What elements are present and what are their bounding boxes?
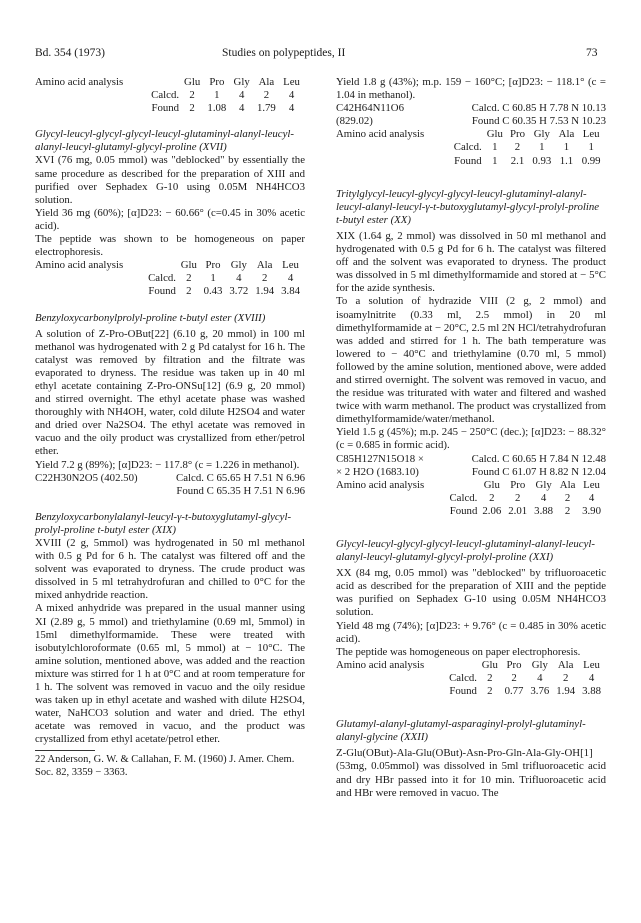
residue-value: 4 — [238, 89, 245, 102]
residue-value: 2.06 — [482, 504, 502, 517]
table-row — [35, 89, 305, 102]
spacer-cell — [444, 479, 481, 492]
residue-header: Leu — [282, 259, 299, 272]
residue-value: 2 — [562, 671, 569, 684]
residue-header: Glu — [483, 478, 500, 491]
residue-value: 1 — [210, 272, 216, 285]
residue-value: 1.08 — [207, 102, 227, 115]
procedure-text: A solution of Z-Pro-OBut[22] (6.10 g, 20 mmol) in 100 ml methanol was hydrogenated with 2 g Pd catalyst for 16 h. The catalyst was removed by filtration and the filtrate was evaporated to dryness. The residue was taken up in 40 ml ethyl acetate containing Z-Pro-ONSu[12] (6.9 g, 20 mmol) and stirred overnight. The ethyl acetate phase was washed thoroughly with NH4OH, water, cold dilute H2SO4 and water and dried over Na2SO4. The ethyl acetate was removed in vacuo and the oily product was crystallized from ether/petrol ether. — [35, 327, 305, 458]
residue-header: Ala — [256, 259, 273, 272]
residue-value: 2 — [189, 102, 195, 115]
header-volume: Bd. 354 (1973) — [35, 47, 105, 59]
residue-value: 4 — [236, 272, 242, 285]
footnote-rule — [35, 750, 95, 751]
residue-value: 4 — [588, 671, 595, 684]
residue-header: Leu — [283, 76, 300, 88]
residue-value: 2.01 — [508, 504, 528, 517]
procedure-text: XIX (1.64 g, 2 mmol) was dissolved in 50 ml methanol and hydrogenated with 0.5 g Pd for 6 h. The catalyst was filtered off and the solvent was evaporated to dryness. The product was dissolved in 5 ml dimethylformamide and stored at − 5°C for the azide synthesis. — [336, 229, 606, 295]
residue-value: 3.90 — [582, 504, 601, 517]
residue-value: 2 — [263, 89, 270, 102]
residue-header: Gly — [233, 76, 250, 88]
spacer-cell — [336, 492, 444, 505]
residue-value: 4 — [288, 102, 295, 115]
yield-text: Yield 7.2 g (89%); [α]D23: − 117.8° (c = 1.226 in methanol). — [35, 458, 300, 471]
procedure-text: Z-Glu(OBut)-Ala-Glu(OBut)-Asn-Pro-Gln-Ala-Gly-OH[1] (53mg, 0.05mmol) was dissolved in 5ml trifluoroacetic acid and dry HBr passed into it for 10 min. Trifluoroacetic acid and HBr were removed in vacuo. The — [336, 747, 606, 799]
analysis-caption: Amino acid analysis — [35, 76, 124, 88]
residue-value: 4 — [588, 491, 595, 504]
table-row — [336, 155, 606, 168]
residue-header: Pro — [510, 478, 526, 491]
table-row — [35, 272, 305, 285]
residue-value: 1.94 — [255, 285, 275, 298]
row-label: Calcd. — [449, 491, 478, 504]
amino-acid-grid — [336, 128, 606, 167]
residue-header: Ala — [558, 128, 575, 141]
residue-value: 2 — [515, 491, 521, 504]
table-row — [336, 505, 606, 518]
spacer-cell — [444, 659, 480, 672]
residue-header: Ala — [559, 478, 576, 491]
row-label: Found — [148, 285, 176, 298]
residue-header: Leu — [583, 658, 600, 671]
calcd-values: Calcd. C 60.65 H 7.84 N 12.48 — [471, 452, 606, 465]
residue-value: 1 — [492, 141, 498, 154]
residue-value: 2 — [186, 285, 192, 298]
spacer-cell — [336, 505, 444, 518]
molecular-formula: C85H127N15O18 × — [336, 452, 424, 465]
residue-value: 1 — [539, 141, 545, 154]
compound-title-xxi: Glycyl-leucyl-glycyl-glycyl-leucyl-glutaminyl-alanyl-leucyl-alanyl-leucyl-glutamyl-glycyl-prolyl-proline (XXI) — [336, 538, 595, 564]
residue-value: 2.1 — [510, 154, 525, 167]
procedure-text: XX (84 mg, 0.05 mmol) was "deblocked" by trifluoroacetic acid as described for the preparation of XIII and the peptide was purified on Sephadex G-10 using 0.05M NH4HCO3 solution. — [336, 567, 606, 619]
residue-header: Leu — [583, 478, 600, 491]
amino-acid-table — [336, 659, 606, 698]
residue-value: 2 — [564, 504, 571, 517]
row-label: Calcd. — [151, 89, 180, 102]
residue-value: 2 — [487, 671, 493, 684]
header-page-number: 73 — [586, 47, 598, 59]
spacer-cell — [143, 259, 179, 272]
residue-header: Gly — [533, 128, 550, 141]
table-row — [35, 102, 305, 115]
found-values: Found C 65.35 H 7.51 N 6.96 — [176, 484, 305, 497]
calcd-values: Calcd. C 60.85 H 7.78 N 10.13 — [471, 102, 606, 115]
residue-value: 2 — [489, 491, 495, 504]
amino-acid-table — [35, 76, 305, 115]
residue-header: Ala — [258, 76, 275, 88]
residue-value: 3.76 — [530, 685, 550, 698]
compound-title-xviii: Benzyloxycarbonylprolyl-proline t-butyl ester (XVIII) — [35, 311, 266, 324]
spacer-cell — [145, 76, 182, 89]
row-label: Found — [449, 504, 478, 517]
spacer-cell — [336, 672, 444, 685]
elemental-analysis — [35, 472, 305, 498]
molecular-weight: (829.02) — [336, 115, 373, 128]
procedure-text: A mixed anhydride was prepared in the usual manner using XI (2.89 g, 5 mmol) and triethylamine (0.69 ml, 5mmol) in 15ml dimethylformamide. These were treated with isobutylchloroformate (0.65 ml, 5 mmol) at − 10°C. The amine solution, mentioned above, was added and the reaction mixture was stirred for 1 h at 0°C and at room temperature for 1 h. The solvent was removed in vacuo and the oily residue was taken up in ethyl acetate and washed with dilute H2SO4, water, NaHCO3 solution and water and dried. The ethyl acetate was removed in vacuo, and the product was crystallized from ethyl acetate/petrol ether. — [35, 602, 305, 746]
homogeneity-note: The peptide was shown to be homogeneous on paper electrophoresis. — [35, 233, 305, 259]
yield-text: Yield 1.5 g (45%); m.p. 245 − 250°C (dec.); [α]D23: − 88.32° (c = 0.685 in formic acid). — [336, 426, 606, 452]
spacer-cell — [35, 272, 143, 285]
residue-value: 1 — [492, 154, 498, 167]
residue-value: 2 — [514, 141, 521, 154]
residue-value: 1.1 — [559, 154, 574, 167]
residue-value: 0.99 — [581, 154, 601, 167]
table-row — [336, 492, 606, 505]
residue-value: 4 — [287, 272, 294, 285]
left-column — [35, 76, 305, 779]
row-label: Calcd. — [148, 272, 176, 285]
compound-title-xx: Tritylglycyl-leucyl-glycyl-glycyl-leucyl-glutaminyl-alanyl-leucyl-alanyl-leucyl-γ-t-butoxyglutamyl-glycyl-prolyl-proline t-butyl ester (XX) — [336, 187, 600, 226]
found-values: Found C 61.07 H 8.82 N 12.04 — [471, 465, 606, 478]
residue-header: Glu — [184, 76, 201, 88]
calcd-values: Calcd. C 65.65 H 7.51 N 6.96 — [176, 471, 305, 484]
residue-header: Pro — [510, 128, 525, 141]
right-column — [336, 76, 606, 800]
homogeneity-note: The peptide was homogeneous on paper electrophoresis. — [336, 645, 581, 658]
spacer-cell — [35, 102, 145, 115]
residue-value: 3.88 — [582, 685, 601, 698]
spacer-cell — [35, 89, 145, 102]
residue-header: Glu — [481, 658, 498, 671]
compound-title-xxii: Glutamyl-alanyl-glutamyl-asparaginyl-prolyl-glutaminyl-alanyl-glycine (XXII) — [336, 718, 586, 744]
residue-value: 3.88 — [534, 504, 554, 517]
procedure-text: XVI (76 mg, 0.05 mmol) was "deblocked" by essentially the same procedure as described for the preparation of XIII and purified over Sephadex G-10 using 0.05M NH4HCO3 solution. — [35, 154, 305, 206]
analysis-caption: Amino acid analysis — [35, 259, 124, 272]
residue-value: 0.77 — [504, 685, 524, 698]
residue-header: Pro — [205, 259, 221, 272]
elemental-analysis — [336, 102, 606, 128]
residue-value: 4 — [540, 491, 547, 504]
spacer-cell — [35, 285, 143, 298]
residue-value: 1 — [588, 141, 594, 154]
residue-value: 2 — [189, 89, 195, 102]
residue-value: 3.72 — [229, 285, 249, 298]
residue-value: 2 — [261, 272, 268, 285]
row-label: Found — [454, 154, 482, 167]
amino-acid-grid — [35, 76, 305, 115]
compound-title-xix: Benzyloxycarbonylalanyl-leucyl-γ-t-butoxyglutamyl-glycyl-prolyl-proline t-butyl ester (XIX) — [35, 510, 292, 536]
table-row — [336, 141, 606, 154]
residue-header: Ala — [557, 658, 574, 671]
residue-header: Glu — [486, 128, 503, 141]
residue-value: 1.79 — [256, 102, 276, 115]
table-row — [336, 672, 606, 685]
residue-value: 1 — [563, 141, 570, 154]
residue-value: 4 — [288, 89, 295, 102]
amino-acid-grid — [336, 479, 606, 518]
analysis-caption: Amino acid analysis — [336, 128, 425, 141]
header-running-title: Studies on polypeptides, II — [222, 47, 346, 59]
residue-value: 1 — [214, 89, 220, 102]
residue-header: Gly — [230, 259, 247, 272]
residue-header: Gly — [535, 478, 552, 491]
spacer-cell — [336, 155, 447, 168]
residue-header: Glu — [180, 259, 197, 272]
yield-text: Yield 1.8 g (43%); m.p. 159 − 160°C; [α]D23: − 118.1° (c = 1.04 in methanol). — [336, 76, 606, 102]
table-row — [35, 285, 305, 298]
elemental-analysis — [336, 453, 606, 479]
residue-value: 1.94 — [556, 685, 576, 698]
yield-text: Yield 36 mg (60%); [α]D23: − 60.66° (c=0.45 in 30% acetic acid). — [35, 206, 305, 232]
amino-acid-grid — [35, 259, 305, 298]
residue-value: 4 — [238, 102, 245, 115]
residue-value: 2 — [487, 685, 493, 698]
residue-header: Leu — [582, 128, 600, 141]
footnote: 22 Anderson, G. W. & Callahan, F. M. (1960) J. Amer. Chem. Soc. 82, 3359 − 3363. — [35, 753, 295, 778]
spacer-cell — [336, 685, 444, 698]
residue-value: 0.93 — [532, 154, 552, 167]
residue-header: Gly — [531, 658, 548, 671]
spacer-cell — [447, 128, 485, 141]
residue-value: 2 — [186, 272, 192, 285]
residue-value: 3.84 — [281, 285, 300, 298]
residue-header: Pro — [506, 658, 522, 671]
molecular-formula: C42H64N11O6 — [336, 102, 404, 115]
amino-acid-grid — [336, 659, 606, 698]
residue-value: 2 — [511, 671, 517, 684]
residue-value: 2 — [564, 491, 571, 504]
found-values: Found C 60.35 H 7.53 N 10.23 — [471, 115, 606, 128]
row-label: Found — [151, 102, 180, 115]
molecular-formula-hydrate: × 2 H2O (1683.10) — [336, 465, 419, 478]
spacer-cell — [336, 141, 447, 154]
analysis-caption: Amino acid analysis — [336, 658, 425, 671]
row-label: Calcd. — [449, 671, 477, 684]
table-row — [336, 685, 606, 698]
procedure-text: To a solution of hydrazide VIII (2 g, 2 mmol) and isoamylnitrite (0.33 ml, 2.5 mmol) in 20 ml dimethylformamide at − 20°C, 2.5 ml 2N HCl/tetrahydrofuran was added and stirred for 1 h. The bath temperature was lowered to − 40°C and triethylamine (0.70 ml, 5 mmol) followed by the amine solution, mentioned above, were added and stirred overnight. The solvent was removed in vacuo, and the residue was triturated with water and filtered and washed twice with warm methanol. The product was crystallized from dimethylformamide/water/methanol. — [336, 295, 606, 426]
residue-header: Pro — [209, 76, 225, 88]
row-label: Found — [449, 685, 477, 698]
amino-acid-table — [336, 128, 606, 167]
analysis-caption: Amino acid analysis — [336, 478, 425, 491]
amino-acid-table — [35, 259, 305, 298]
residue-value: 4 — [537, 671, 543, 684]
procedure-text: XVIII (2 g, 5mmol) was hydrogenated in 50 ml methanol with 0.5 g Pd for 6 h. The catalyst was filtered off and the solvent was evaporated to dryness. The crude product was dissolved in 5 ml tetrahydrofuran and chilled to 0°C for the mixed anhydride reaction. — [35, 537, 305, 602]
compound-title-xvii: Glycyl-leucyl-glycyl-glycyl-leucyl-glutaminyl-alanyl-leucyl-alanyl-leucyl-glutamyl-glycyl-proline (XVII) — [35, 128, 294, 154]
yield-text: Yield 48 mg (74%); [α]D23: + 9.76° (c = 0.485 in 30% acetic acid). — [336, 619, 606, 645]
molecular-formula: C22H30N2O5 (402.50) — [35, 471, 138, 484]
row-label: Calcd. — [453, 141, 482, 154]
residue-value: 0.43 — [203, 285, 223, 298]
amino-acid-table — [336, 479, 606, 518]
